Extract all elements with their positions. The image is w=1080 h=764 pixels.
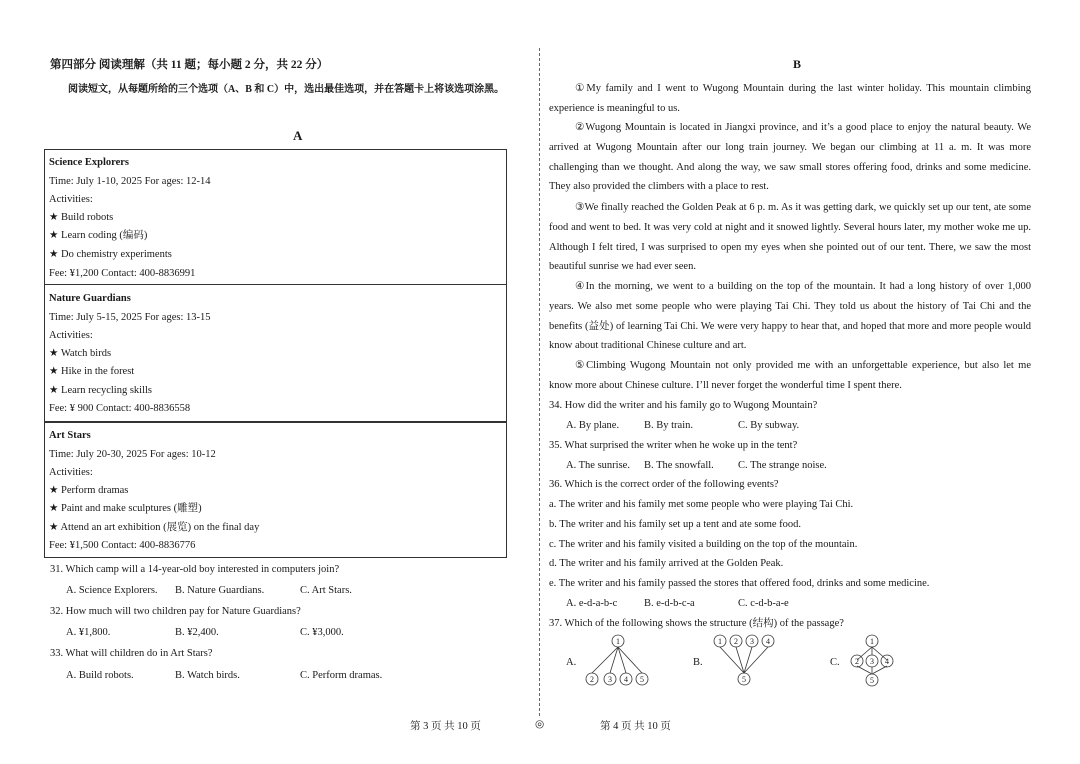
passage-paragraph-4: ④In the morning, we went to a building on the top of the mountain. It had a long history of over 1,000 years. We also met some people who were playing Tai Chi. They told us about the history of Tai Chi and the benefits (益处) of learning Tai Chi. We were very happy to hear that, and hoped that more and more people would know about traditional Chinese culture and art. [549,281,1031,352]
question-35-option-c: C. The strange noise. [738,460,827,471]
question-35-option-b: B. The snowfall. [644,460,714,471]
question-34-option-c: C. By subway. [738,420,800,431]
question-32-option-b: B. ¥2,400. [175,627,219,638]
question-34-stem: 34. How did the writer and his family go to Wugong Mountain? [549,400,818,411]
camp-name: Nature Guardians [49,293,131,304]
camp-time: Time: July 1-10, 2025 For ages: 12-14 [49,176,211,187]
camp-activity: ★ Learn recycling skills [49,385,153,396]
diagram-node-label: 4 [766,637,770,646]
camp-activity: ★ Do chemistry experiments [49,249,172,260]
page-footer-left: 第 3 页 共 10 页 [410,721,481,732]
camp-name: Science Explorers [49,157,130,168]
section-title: 第四部分 阅读理解（共 11 题；每小题 2 分，共 22 分） [50,59,329,71]
question-37-option-a: A. [566,657,577,668]
question-36-option-a: A. e-d-a-b-c [566,598,618,609]
question-32-stem: 32. How much will two children pay for Nature Guardians? [50,606,301,617]
structure-diagram-c [845,630,899,692]
page-footer-right: 第 4 页 共 10 页 [600,721,671,732]
camp-activity: ★ Attend an art exhibition (展览) on the final day [49,522,260,533]
diagram-node-label: 5 [742,675,746,684]
question-33-option-b: B. Watch birds. [175,670,240,681]
diagram-node-label: 4 [885,657,889,666]
question-36-event: c. The writer and his family visited a building on the top of the mountain. [549,539,858,550]
camp-time: Time: July 5-15, 2025 For ages: 13-15 [49,312,211,323]
question-37-option-c: C. [830,657,840,668]
question-33-stem: 33. What will children do in Art Stars? [50,648,213,659]
camp-activity: ★ Paint and make sculptures (雕塑) [49,503,202,514]
part-a-label: A [293,128,303,143]
center-mark: ◎ [535,719,545,730]
camp-name: Art Stars [49,430,91,441]
question-34-option-a: A. By plane. [566,420,620,431]
camp-box-nature-guardians [44,285,507,422]
camp-activity: ★ Build robots [49,212,114,223]
diagram-node-label: 2 [855,657,859,666]
column-divider [539,48,540,716]
question-37-stem: 37. Which of the following shows the structure (结构) of the passage? [549,618,844,629]
question-32-option-a: A. ¥1,800. [66,627,111,638]
question-32-option-c: C. ¥3,000. [300,627,344,638]
question-36-event: d. The writer and his family arrived at the Golden Peak. [549,558,784,569]
structure-diagram-b [710,630,780,692]
passage-paragraph-2: ②Wugong Mountain is located in Jiangxi province, and it’s a good place to enjoy the natural beauty. We arrived at Wugong Mountain after our long train journey. We began our climbing at 11 a. m. It was more challenging than we thought. And along the way, we saw small stores offering food, drinks and some medicine. They also provided the climbers with a place to rest. [549,122,1031,193]
question-36-event: b. The writer and his family set up a tent and ate some food. [549,519,802,530]
diagram-node-label: 3 [870,657,874,666]
camp-activity: ★ Hike in the forest [49,366,135,377]
question-36-event: a. The writer and his family met some people who were playing Tai Chi. [549,499,854,510]
camp-activity: ★ Watch birds [49,348,112,359]
diagram-node-label: 3 [608,675,612,684]
diagram-node-label: 5 [640,675,644,684]
camp-activities-label: Activities: [49,330,93,341]
part-b-label: B [793,57,802,71]
camp-fee: Fee: ¥1,500 Contact: 400-8836776 [49,540,196,551]
camp-activity: ★ Learn coding (编码) [49,230,148,241]
question-31-option-b: B. Nature Guardians. [175,585,265,596]
diagram-node-label: 4 [624,675,628,684]
question-35-option-a: A. The sunrise. [566,460,630,471]
diagram-node-label: 5 [870,676,874,685]
camp-fee: Fee: ¥ 900 Contact: 400-8836558 [49,403,191,414]
diagram-node-label: 1 [616,637,620,646]
question-37-option-b: B. [693,657,703,668]
passage-paragraph-5: ⑤Climbing Wugong Mountain not only provided me with an unforgettable experience, but also let me know more about Chinese culture. I’ll never forget the wonderful time I spent there. [549,360,1031,391]
question-33-option-a: A. Build robots. [66,670,134,681]
camp-activity: ★ Perform dramas [49,485,129,496]
passage-paragraph-3: ③We finally reached the Golden Peak at 6 p. m. As it was getting dark, we quickly set up our tent, ate some food and went to bed. It was very cold at night and it snowed lightly. Several hours later, my mother woke me up. Although I felt tired, I was surprised to open my eyes when she pointed out of our tent. There, we saw the most beautiful sunrise we had ever seen. [549,202,1031,273]
question-35-stem: 35. What surprised the writer when he woke up in the tent? [549,440,798,451]
structure-diagram-a [580,630,660,692]
diagram-node-label: 1 [718,637,722,646]
question-31-option-c: C. Art Stars. [300,585,352,596]
question-31-option-a: A. Science Explorers. [66,585,158,596]
instructions: 阅读短文，从每题所给的三个选项（A、B 和 C）中，选出最佳选项，并在答题卡上将该选项涂黑。 [68,84,505,95]
passage-paragraph-1: ①My family and I went to Wugong Mountain during the last winter holiday. This mountain climbing experience is meaningful to us. [549,83,1031,114]
question-36-stem: 36. Which is the correct order of the following events? [549,479,779,490]
question-36-option-b: B. e-d-b-c-a [644,598,695,609]
diagram-node-label: 1 [870,637,874,646]
diagram-node-label: 3 [750,637,754,646]
camp-activities-label: Activities: [49,467,93,478]
camp-box-science-explorers [44,149,507,285]
question-34-option-b: B. By train. [644,420,693,431]
diagram-node-label: 2 [734,637,738,646]
camp-activities-label: Activities: [49,194,93,205]
question-33-option-c: C. Perform dramas. [300,670,383,681]
question-36-option-c: C. c-d-b-a-e [738,598,789,609]
camp-box-art-stars [44,422,507,558]
camp-fee: Fee: ¥1,200 Contact: 400-8836991 [49,268,196,279]
question-36-event: e. The writer and his family passed the stores that offered food, drinks and some medicine. [549,578,930,589]
question-31-stem: 31. Which camp will a 14-year-old boy interested in computers join? [50,564,340,575]
diagram-node-label: 2 [590,675,594,684]
camp-time: Time: July 20-30, 2025 For ages: 10-12 [49,449,216,460]
